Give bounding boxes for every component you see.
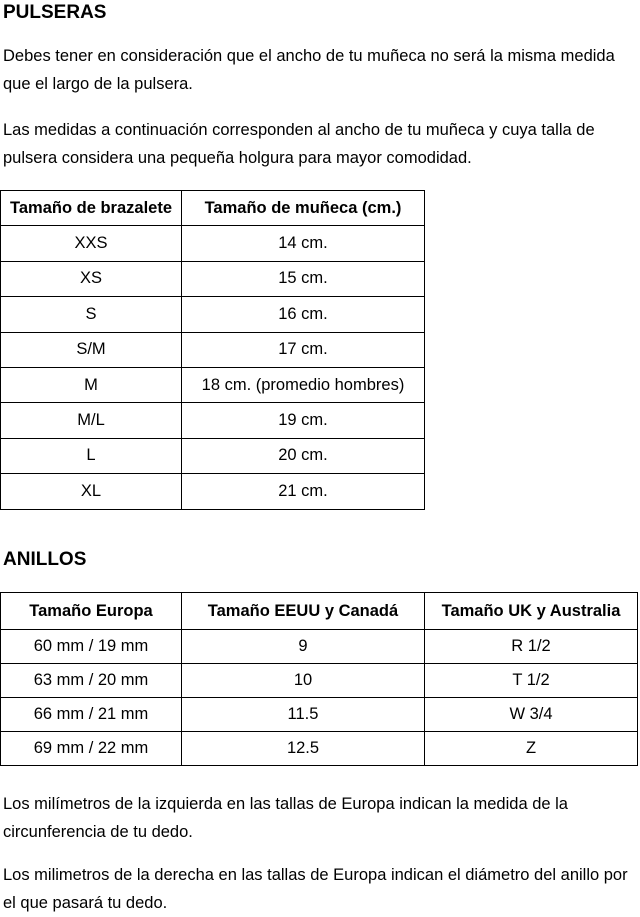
- table-row: [1, 698, 638, 732]
- wrist-size-cell: 18 cm. (promedio hombres): [182, 367, 425, 402]
- column-header: Tamaño de muñeca (cm.): [182, 191, 425, 226]
- bracelet-size-cell: S: [1, 297, 182, 332]
- wrist-size-cell: 19 cm.: [182, 403, 425, 438]
- table-row: [1, 403, 425, 438]
- table-header-row: [1, 191, 425, 226]
- bracelet-size-cell: S/M: [1, 332, 182, 367]
- wrist-size-cell: 14 cm.: [182, 226, 425, 261]
- bracelet-size-cell: XXS: [1, 226, 182, 261]
- table-row: [1, 732, 638, 766]
- rings-diameter-note: Los milimetros de la derecha en las tallas de Europa indican el diámetro del anillo por el que pasará tu dedo.: [3, 866, 628, 912]
- europe-size-cell: 63 mm / 20 mm: [1, 664, 182, 698]
- wrist-size-cell: 21 cm.: [182, 474, 425, 509]
- bracelet-size-cell: XS: [1, 261, 182, 296]
- table-row: [1, 664, 638, 698]
- column-header: Tamaño UK y Australia: [425, 593, 638, 630]
- us-size-cell: 9: [182, 630, 425, 664]
- bracelets-note-paragraph: Las medidas a continuación corresponden al ancho de tu muñeca y cuya talla de pulsera considera una pequeña holgura para mayor comodidad.: [3, 121, 595, 167]
- bracelet-size-cell: M/L: [1, 403, 182, 438]
- table-row: [1, 297, 425, 332]
- rings-title: ANILLOS: [3, 549, 87, 570]
- wrist-size-cell: 17 cm.: [182, 332, 425, 367]
- bracelets-intro-paragraph: Debes tener en consideración que el ancho de tu muñeca no será la misma medida que el largo de la pulsera.: [3, 47, 615, 93]
- uk-size-cell: Z: [425, 732, 638, 766]
- table-row: [1, 438, 425, 473]
- wrist-size-cell: 16 cm.: [182, 297, 425, 332]
- column-header: Tamaño Europa: [1, 593, 182, 630]
- bracelet-size-table: [0, 190, 425, 510]
- rings-circumference-note: Los milímetros de la izquierda en las tallas de Europa indican la medida de la circunferencia de tu dedo.: [3, 795, 568, 841]
- table-row: [1, 630, 638, 664]
- column-header: Tamaño EEUU y Canadá: [182, 593, 425, 630]
- us-size-cell: 10: [182, 664, 425, 698]
- bracelets-title: PULSERAS: [3, 2, 107, 23]
- us-size-cell: 11.5: [182, 698, 425, 732]
- table-header-row: [1, 593, 638, 630]
- table-row: [1, 332, 425, 367]
- table-row: [1, 474, 425, 509]
- wrist-size-cell: 20 cm.: [182, 438, 425, 473]
- ring-size-table: [0, 592, 638, 766]
- table-row: [1, 261, 425, 296]
- europe-size-cell: 66 mm / 21 mm: [1, 698, 182, 732]
- uk-size-cell: W 3/4: [425, 698, 638, 732]
- table-row: [1, 226, 425, 261]
- bracelet-size-cell: M: [1, 367, 182, 402]
- uk-size-cell: R 1/2: [425, 630, 638, 664]
- europe-size-cell: 60 mm / 19 mm: [1, 630, 182, 664]
- bracelet-size-cell: L: [1, 438, 182, 473]
- column-header: Tamaño de brazalete: [1, 191, 182, 226]
- europe-size-cell: 69 mm / 22 mm: [1, 732, 182, 766]
- table-row: [1, 367, 425, 402]
- bracelet-size-cell: XL: [1, 474, 182, 509]
- wrist-size-cell: 15 cm.: [182, 261, 425, 296]
- us-size-cell: 12.5: [182, 732, 425, 766]
- uk-size-cell: T 1/2: [425, 664, 638, 698]
